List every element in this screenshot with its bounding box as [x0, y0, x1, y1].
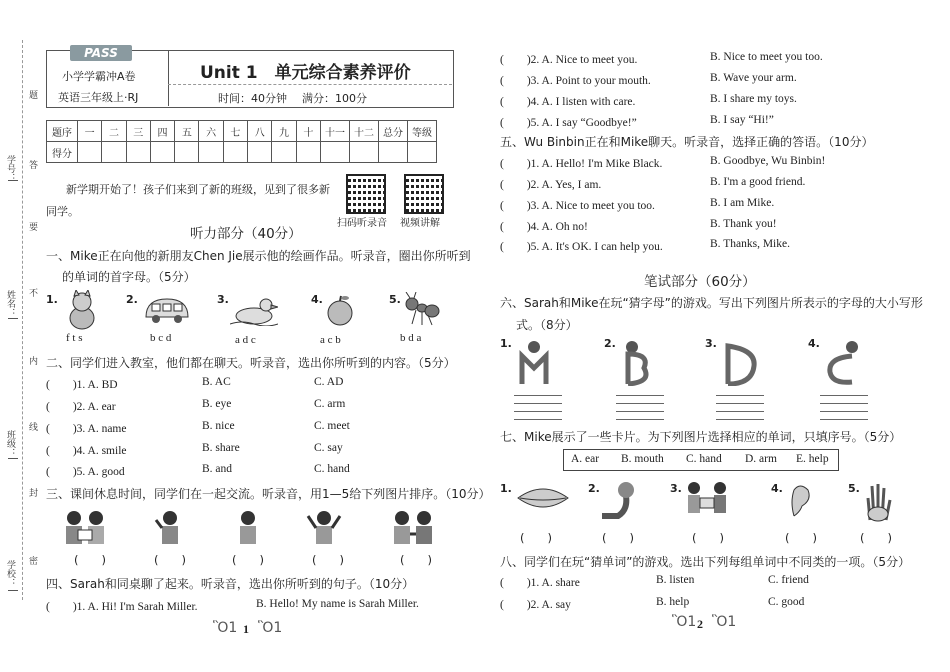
letter-writing-lines[interactable]: [716, 388, 764, 420]
s5-row-4-a[interactable]: ( )4. A. Oh no!: [500, 221, 588, 233]
two-kids-reading-picture-icon: [60, 508, 110, 552]
page-title: Unit 1 单元综合素养评价: [200, 63, 411, 83]
item-number: 3.: [705, 337, 717, 350]
score-cell: 总分: [378, 121, 407, 142]
s2-row-3-b[interactable]: B. nice: [202, 420, 235, 432]
score-input[interactable]: [126, 142, 150, 163]
item-number: 4.: [771, 482, 783, 495]
card-answer-blank[interactable]: ( ): [520, 531, 552, 545]
section-1-title-line-2: 的单词的首字母。（5分）: [62, 270, 196, 284]
score-cell: 十二: [349, 121, 378, 142]
score-row-label: 得分: [47, 142, 78, 163]
section-6-title-line-2: 式。（8分）: [516, 318, 578, 332]
page-number-2: 2: [697, 617, 703, 631]
letter-writing-lines[interactable]: [514, 388, 562, 420]
item-number: 2.: [604, 337, 616, 350]
duck-picture-icon: [230, 296, 278, 330]
item-number: 3.: [217, 293, 229, 306]
score-input[interactable]: [199, 142, 223, 163]
s5-row-3-b[interactable]: B. I am Mike.: [710, 197, 775, 209]
s5-row-2-b[interactable]: B. I'm a good friend.: [710, 176, 806, 188]
s4-row-4-a[interactable]: ( )4. A. I listen with care.: [500, 96, 636, 108]
help-picture-icon: [684, 480, 730, 524]
girl-hands-up-picture-icon: [304, 506, 344, 552]
score-input[interactable]: [78, 142, 102, 163]
s4-row-3-b[interactable]: B. Wave your arm.: [710, 72, 797, 84]
score-cell: 十: [296, 121, 320, 142]
s8-row-2-b[interactable]: B. help: [656, 596, 690, 608]
s4-row-5-a[interactable]: ( )5. A. I say “Goodbye!”: [500, 117, 637, 129]
series-label: 小学学霸冲A卷: [62, 70, 136, 83]
score-cell: 五: [175, 121, 199, 142]
word-option: E. help: [796, 453, 829, 465]
sprout-decoration-icon: Ὃ1: [712, 614, 737, 630]
class-label: 班级：: [5, 430, 15, 457]
score-input[interactable]: [296, 142, 320, 163]
seal-char: 内: [27, 356, 37, 365]
student-id-label: 学号：: [5, 155, 15, 182]
score-input[interactable]: [175, 142, 199, 163]
section-8-title: 八、同学们在玩“猜单词”的游戏。选出下列每组单词中不同类的一项。（5分）: [500, 555, 911, 569]
card-answer-blank[interactable]: ( ): [692, 531, 724, 545]
section-1-title: 一、Mike正在向他的新朋友Chen Jie展示他的绘画作品。听录音，圈出你所听到: [46, 249, 471, 263]
item-number: 3.: [670, 482, 682, 495]
score-cell: 一: [78, 121, 102, 142]
letter-options[interactable]: b d a: [400, 332, 422, 344]
cat-picture-icon: [64, 290, 100, 334]
s5-row-4-b[interactable]: B. Thank you!: [710, 218, 777, 230]
score-table: [46, 120, 437, 163]
section-2-title: 二、同学们进入教室，他们都在聊天。听录音，选出你所听到的内容。（5分）: [46, 356, 456, 370]
qr-caption-video: 视频讲解: [400, 218, 440, 229]
s4-row-3-a[interactable]: ( )3. A. Point to your mouth.: [500, 75, 651, 87]
ant-picture-icon: [402, 292, 440, 332]
letter-options[interactable]: f t s: [66, 332, 83, 344]
intro-line-1: 新学期开始了！孩子们来到了新的班级，见到了很多新: [66, 183, 330, 196]
s2-row-2-a[interactable]: ( )2. A. ear: [46, 401, 116, 413]
sprout-decoration-icon: Ὃ1: [258, 620, 283, 636]
full-score-label: 满分：100分: [302, 92, 367, 105]
girl-talking-picture-icon: [232, 508, 264, 552]
s2-row-1-c[interactable]: C. AD: [314, 376, 344, 388]
section-4-title: 四、Sarah和同桌聊了起来。听录音，选出你所听到的句子。（10分）: [46, 577, 415, 591]
listening-title: 听力部分（40分）: [190, 226, 302, 242]
item-number: 5.: [848, 482, 860, 495]
s4-row-4-b[interactable]: B. I share my toys.: [710, 93, 797, 105]
score-cell: 等级: [407, 121, 436, 142]
section-5-title: 五、Wu Binbin正在和Mike聊天。听录音，选择正确的答语。（10分）: [500, 135, 874, 149]
score-input[interactable]: [320, 142, 349, 163]
s8-row-1-b[interactable]: B. listen: [656, 574, 695, 586]
score-cell: 八: [248, 121, 272, 142]
mouth-picture-icon: [516, 484, 570, 516]
letter-options[interactable]: a c b: [320, 334, 341, 346]
s2-row-4-b[interactable]: B. share: [202, 442, 240, 454]
qr-code-icon[interactable]: [404, 174, 444, 214]
item-number: 2.: [588, 482, 600, 495]
score-input[interactable]: [248, 142, 272, 163]
s2-row-4-a[interactable]: ( )4. A. smile: [46, 445, 127, 457]
score-cell: 六: [199, 121, 223, 142]
item-number: 1.: [500, 482, 512, 495]
score-input[interactable]: [102, 142, 126, 163]
hand-picture-icon: [862, 480, 892, 526]
item-number: 5.: [389, 293, 401, 306]
s8-row-1-c[interactable]: C. friend: [768, 574, 809, 586]
s5-row-5-b[interactable]: B. Thanks, Mike.: [710, 238, 790, 250]
s2-row-1-a[interactable]: ( )1. A. BD: [46, 379, 118, 391]
order-blank[interactable]: ( ): [232, 553, 264, 567]
score-cell: 九: [272, 121, 296, 142]
order-blank[interactable]: ( ): [74, 553, 106, 567]
school-label: 学校：: [5, 560, 15, 587]
apple-picture-icon: [324, 294, 356, 330]
item-number: 4.: [311, 293, 323, 306]
score-input[interactable]: [223, 142, 247, 163]
qr-caption-audio: 扫码听录音: [337, 218, 387, 229]
writing-title: 笔试部分（60分）: [644, 274, 756, 290]
score-input[interactable]: [272, 142, 296, 163]
s8-row-1-a[interactable]: ( )1. A. share: [500, 577, 580, 589]
seal-char: 封: [27, 488, 37, 497]
bus-picture-icon: [142, 293, 192, 329]
sprout-decoration-icon: Ὃ1: [213, 620, 238, 636]
letter-writing-lines[interactable]: [616, 388, 664, 420]
arm-picture-icon: [598, 480, 644, 524]
s4-row-5-b[interactable]: B. I say “Hi!”: [710, 114, 774, 126]
score-cell: 二: [102, 121, 126, 142]
s2-row-4-c[interactable]: C. say: [314, 442, 343, 454]
card-answer-blank[interactable]: ( ): [785, 531, 817, 545]
s8-row-2-a[interactable]: ( )2. A. say: [500, 599, 571, 611]
section-7-title: 七、Mike展示了一些卡片。为下列图片选择相应的单词，只填序号。（5分）: [500, 430, 902, 444]
s8-row-2-c[interactable]: C. good: [768, 596, 805, 608]
score-input[interactable]: [378, 142, 407, 163]
s2-row-5-c[interactable]: C. hand: [314, 463, 350, 475]
ear-picture-icon: [786, 482, 814, 524]
order-blank[interactable]: ( ): [312, 553, 344, 567]
item-number: 1.: [46, 293, 58, 306]
letter-d-body-picture-icon: [718, 340, 758, 390]
s4-row-2-b[interactable]: B. Nice to meet you too.: [710, 51, 823, 63]
card-answer-blank[interactable]: ( ): [602, 531, 634, 545]
word-option: B. mouth: [621, 453, 664, 465]
score-cell: 题序: [47, 121, 78, 142]
section-6-title: 六、Sarah和Mike在玩“猜字母”的游戏。写出下列图片所表示的字母的大小写形: [500, 296, 923, 310]
seal-char: 题: [27, 90, 37, 99]
s5-row-3-a[interactable]: ( )3. A. Nice to meet you too.: [500, 200, 655, 212]
s2-row-3-a[interactable]: ( )3. A. name: [46, 423, 127, 435]
score-input[interactable]: [150, 142, 174, 163]
s5-row-1-b[interactable]: B. Goodbye, Wu Binbin!: [710, 155, 826, 167]
seal-char: 密: [27, 556, 37, 565]
s4-row-2-a[interactable]: ( )2. A. Nice to meet you.: [500, 54, 638, 66]
girl-waving-picture-icon: [154, 508, 186, 552]
card-answer-blank[interactable]: ( ): [860, 531, 892, 545]
s2-row-1-b[interactable]: B. AC: [202, 376, 231, 388]
letter-b-body-picture-icon: [618, 340, 658, 390]
seal-char: 答: [27, 160, 37, 169]
word-option: A. ear: [571, 453, 600, 465]
score-cell: 七: [223, 121, 247, 142]
s5-row-1-a[interactable]: ( )1. A. Hello! I'm Mike Black.: [500, 158, 663, 170]
s4-row-1-b[interactable]: B. Hello! My name is Sarah Miller.: [256, 598, 419, 610]
s5-row-2-a[interactable]: ( )2. A. Yes, I am.: [500, 179, 602, 191]
page-number-1: 1: [243, 622, 249, 636]
section-3-title: 三、课间休息时间，同学们在一起交流。听录音，用1—5给下列图片排序。（10分）: [46, 487, 491, 501]
order-blank[interactable]: ( ): [154, 553, 186, 567]
score-cell: 十一: [320, 121, 349, 142]
pass-badge: PASS: [70, 45, 132, 61]
score-cell: 四: [150, 121, 174, 142]
score-cell: 三: [126, 121, 150, 142]
name-label: 姓名：: [5, 290, 15, 317]
letter-options[interactable]: b c d: [150, 332, 172, 344]
order-blank[interactable]: ( ): [400, 553, 432, 567]
s4-row-1-a[interactable]: ( )1. A. Hi! I'm Sarah Miller.: [46, 601, 198, 613]
score-table-header-row: [47, 121, 437, 142]
time-label: 时间：40分钟: [218, 92, 287, 105]
intro-line-2: 同学。: [46, 205, 79, 218]
seal-char: 不: [27, 288, 37, 297]
score-input[interactable]: [349, 142, 378, 163]
word-option: C. hand: [686, 453, 722, 465]
seal-char: 要: [27, 222, 37, 231]
item-number: 4.: [808, 337, 820, 350]
score-table-score-row: [47, 142, 437, 163]
qr-code-icon[interactable]: [346, 174, 386, 214]
s2-row-2-b[interactable]: B. eye: [202, 398, 232, 410]
edition-label: 英语三年级上·RJ: [58, 91, 139, 104]
s5-row-5-a[interactable]: ( )5. A. It's OK. I can help you.: [500, 241, 663, 253]
item-number: 2.: [126, 293, 138, 306]
s2-row-3-c[interactable]: C. meet: [314, 420, 350, 432]
letter-options[interactable]: a d c: [235, 334, 256, 346]
s2-row-5-b[interactable]: B. and: [202, 463, 233, 475]
item-number: 1.: [500, 337, 512, 350]
seal-char: 线: [27, 422, 37, 431]
letter-writing-lines[interactable]: [820, 388, 868, 420]
score-input[interactable]: [407, 142, 436, 163]
kids-shaking-hands-picture-icon: [390, 508, 436, 552]
s2-row-5-a[interactable]: ( )5. A. good: [46, 466, 125, 478]
word-option: D. arm: [745, 453, 777, 465]
sprout-decoration-icon: Ὃ1: [672, 614, 697, 630]
letter-m-body-picture-icon: [514, 340, 554, 390]
letter-c-body-picture-icon: [822, 340, 862, 390]
s2-row-2-c[interactable]: C. arm: [314, 398, 346, 410]
